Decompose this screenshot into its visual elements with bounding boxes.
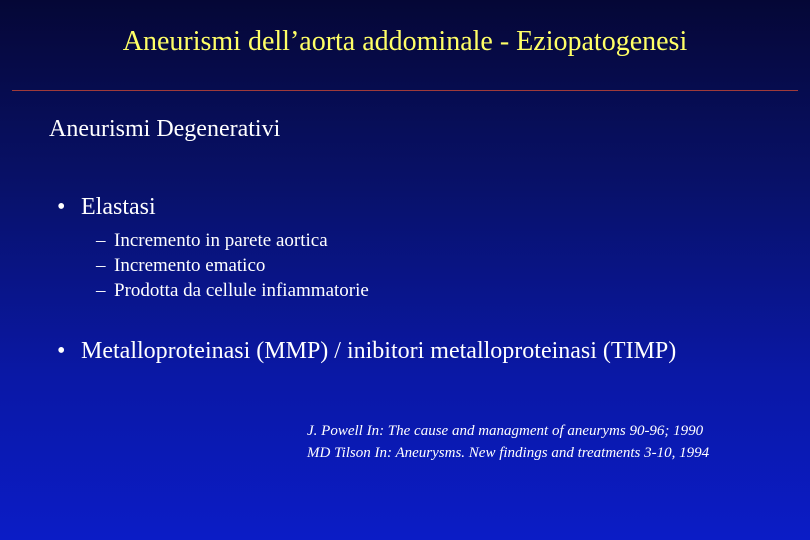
reference-item: MD Tilson In: Aneurysms. New findings and treatments 3-10, 1994 [307,445,710,461]
reference-item: J. Powell In: The cause and managment of aneuryms 90-96; 1990 [307,423,704,439]
slide-subtitle: Aneurismi Degenerativi [49,116,281,142]
sub-item-marker: – [96,255,106,276]
sub-item [96,253,369,278]
bullet-elastasi [57,194,156,221]
sub-item-marker: – [96,230,106,251]
bullet-text: Metalloproteinasi (MMP) / inibitori metalloproteinasi (TIMP) [81,338,677,364]
bullet-marker: • [57,194,66,220]
sub-item-text: Incremento ematico [114,255,266,276]
sub-item [96,228,369,253]
sub-item [96,278,369,303]
slide-title: Aneurismi dell’aorta addominale - Eziopatogenesi [122,26,688,57]
sub-item-marker: – [96,280,106,301]
sub-item-text: Incremento in parete aortica [114,230,328,251]
bullet-marker: • [57,338,66,364]
sub-item-text: Prodotta da cellule infiammatorie [114,280,369,301]
elastasi-sublist [96,228,369,303]
title-divider [12,90,798,91]
references [307,420,709,464]
bullet-text: Elastasi [81,194,156,220]
bullet-metalloproteinasi [57,338,676,365]
